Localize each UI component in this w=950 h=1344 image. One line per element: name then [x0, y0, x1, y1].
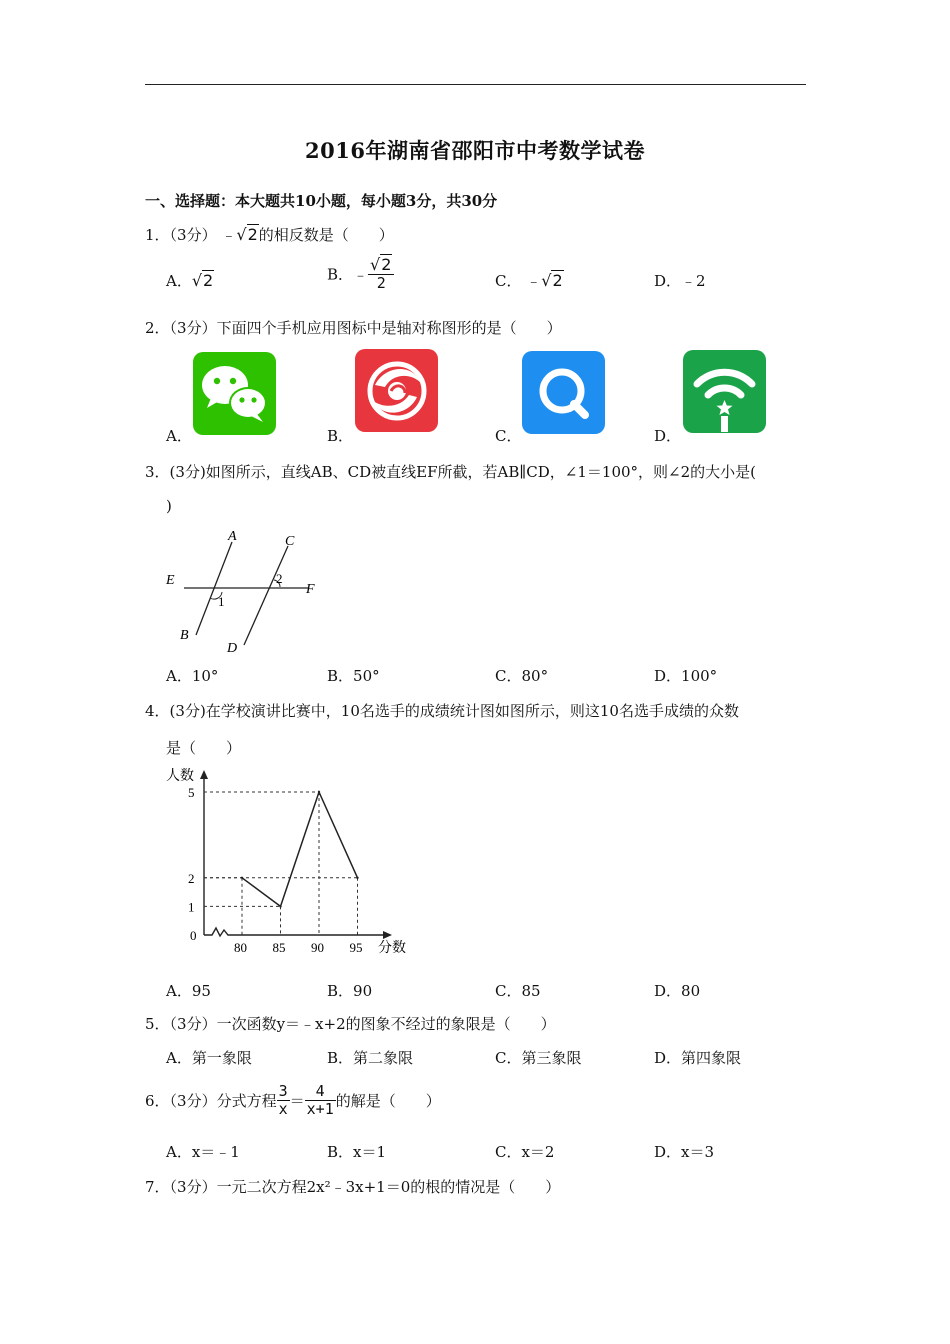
question-2: 2．（3分）下面四个手机应用图标中是轴对称图形的是（ ）	[145, 319, 562, 337]
option-label: B．	[327, 265, 354, 284]
option-a[interactable]: A．第一象限	[166, 1049, 252, 1067]
sqrt-expression: √2	[191, 271, 214, 290]
fraction-right	[305, 1083, 336, 1118]
qq-browser-icon-graphic	[522, 351, 605, 434]
question-3: 3．(3分)如图所示，直线AB、CD被直线EF所截，若AB∥CD，∠1＝100°，则∠2的大小是(	[145, 463, 757, 481]
option-c[interactable]	[495, 270, 564, 291]
option-a[interactable]: A．x＝﹣1	[166, 1143, 240, 1161]
score-line-chart	[160, 760, 420, 960]
option-d[interactable]: D．第四象限	[654, 1049, 742, 1067]
fraction-left	[277, 1083, 290, 1118]
option-a[interactable]: A．10°	[166, 667, 219, 685]
parallel-lines-figure	[160, 525, 330, 660]
data-point	[356, 877, 358, 879]
y-tick-label: 1	[188, 899, 195, 915]
option-d[interactable]: D．	[654, 427, 682, 445]
option-d[interactable]: D．80	[654, 982, 701, 1000]
minus-sign: ﹣	[526, 272, 542, 290]
option-label: C．	[495, 272, 522, 290]
data-point	[318, 791, 320, 793]
data-point	[241, 877, 243, 879]
option-d[interactable]: D．100°	[654, 667, 718, 685]
sqrt-expression: √2	[236, 225, 258, 244]
numerator: 3	[278, 1082, 288, 1100]
phoenix-news-icon-graphic	[355, 349, 438, 432]
numerator: 4	[305, 1083, 336, 1101]
option-b[interactable]: B．第二象限	[327, 1049, 414, 1067]
minus-sign: ﹣	[353, 265, 369, 284]
option-a[interactable]: A．	[166, 427, 192, 445]
option-c[interactable]: C．85	[495, 982, 541, 1000]
x-tick-label: 85	[272, 940, 286, 955]
option-label: A．	[166, 272, 192, 290]
label-d: D	[227, 641, 238, 656]
wifi-key-icon-graphic	[683, 350, 766, 433]
x-tick-label: 80	[234, 940, 247, 955]
x-axis-label: 分数	[378, 940, 406, 956]
wifi-key-icon[interactable]	[683, 350, 766, 433]
question-7: 7．（3分）一元二次方程2x²﹣3x+1＝0的根的情况是（ ）	[145, 1178, 561, 1196]
numerator: 2	[381, 255, 392, 274]
option-d[interactable]: D．x＝3	[654, 1143, 715, 1161]
question-number: 1．	[145, 226, 170, 244]
angle-1-label: 1	[218, 594, 225, 609]
data-series-line	[242, 792, 358, 906]
denominator: x+1	[306, 1100, 334, 1118]
label-c: C	[285, 534, 295, 549]
radicand: 2	[203, 271, 214, 290]
question-4: 4．(3分)在学校演讲比赛中，10名选手的成绩统计图如图所示，则这10名选手成绩的众数	[145, 702, 739, 720]
origin-label: 0	[190, 928, 197, 943]
question-stem-end: 的解是（ ）	[335, 1092, 441, 1110]
radicand: 2	[552, 271, 563, 290]
option-b[interactable]: B．50°	[327, 667, 380, 685]
x-tick-label: 90	[311, 940, 324, 955]
option-c[interactable]: C．第三象限	[495, 1049, 582, 1067]
label-a: A	[228, 529, 237, 544]
x-axis	[204, 928, 386, 936]
denominator: x	[278, 1100, 288, 1118]
minus-sign: ﹣	[221, 226, 237, 244]
option-b[interactable]	[327, 256, 394, 292]
angle-2-label: 2	[276, 571, 283, 586]
denominator: 2	[376, 274, 386, 292]
phoenix-news-icon[interactable]	[355, 349, 438, 432]
x-axis-arrow	[383, 931, 392, 939]
option-c[interactable]: C．x＝2	[495, 1143, 555, 1161]
y-axis-label: 人数	[166, 768, 194, 784]
equals-sign: ＝	[289, 1092, 305, 1110]
question-4-continuation: 是（ ）	[166, 739, 242, 757]
sqrt-expression: √2	[541, 271, 563, 290]
y-axis-arrow	[200, 770, 208, 779]
line-cd	[244, 546, 288, 645]
question-3-continuation: )	[166, 497, 172, 515]
wechat-icon[interactable]	[193, 352, 276, 435]
data-point	[279, 905, 281, 907]
option-b[interactable]: B．	[327, 427, 354, 445]
x-tick-label: 95	[349, 940, 363, 955]
y-tick-label: 5	[188, 785, 195, 800]
option-c[interactable]: C．80°	[495, 667, 549, 685]
radicand: 2	[247, 225, 258, 244]
label-b: B	[180, 628, 189, 643]
page-title: 2016年湖南省邵阳市中考数学试卷	[305, 138, 645, 163]
option-d[interactable]: D．﹣2	[654, 272, 706, 290]
question-stem: 6．（3分）分式方程	[145, 1092, 277, 1110]
y-tick-label: 2	[188, 870, 195, 886]
label-e: E	[166, 573, 175, 588]
fraction: $\frac{√2}{2}$	[368, 256, 394, 292]
option-b[interactable]: B．x＝1	[327, 1143, 387, 1161]
qq-browser-icon[interactable]	[522, 351, 605, 434]
section-heading: 一、选择题：本大题共10小题，每小题3分，共30分	[145, 192, 498, 210]
option-c[interactable]: C．	[495, 427, 522, 445]
question-score: （3分）	[169, 226, 217, 244]
question-5: 5．（3分）一次函数y＝﹣x+2的图象不经过的象限是（ ）	[145, 1015, 556, 1033]
header-rule	[145, 84, 806, 85]
option-a[interactable]: A．95	[166, 982, 211, 1000]
question-stem: 的相反数是（ ）	[258, 226, 394, 244]
option-b[interactable]: B．90	[327, 982, 373, 1000]
label-f: F	[306, 582, 315, 597]
question-1	[145, 224, 394, 245]
question-6	[145, 1083, 441, 1118]
option-a[interactable]	[166, 270, 214, 291]
wechat-icon-graphic	[193, 352, 276, 435]
